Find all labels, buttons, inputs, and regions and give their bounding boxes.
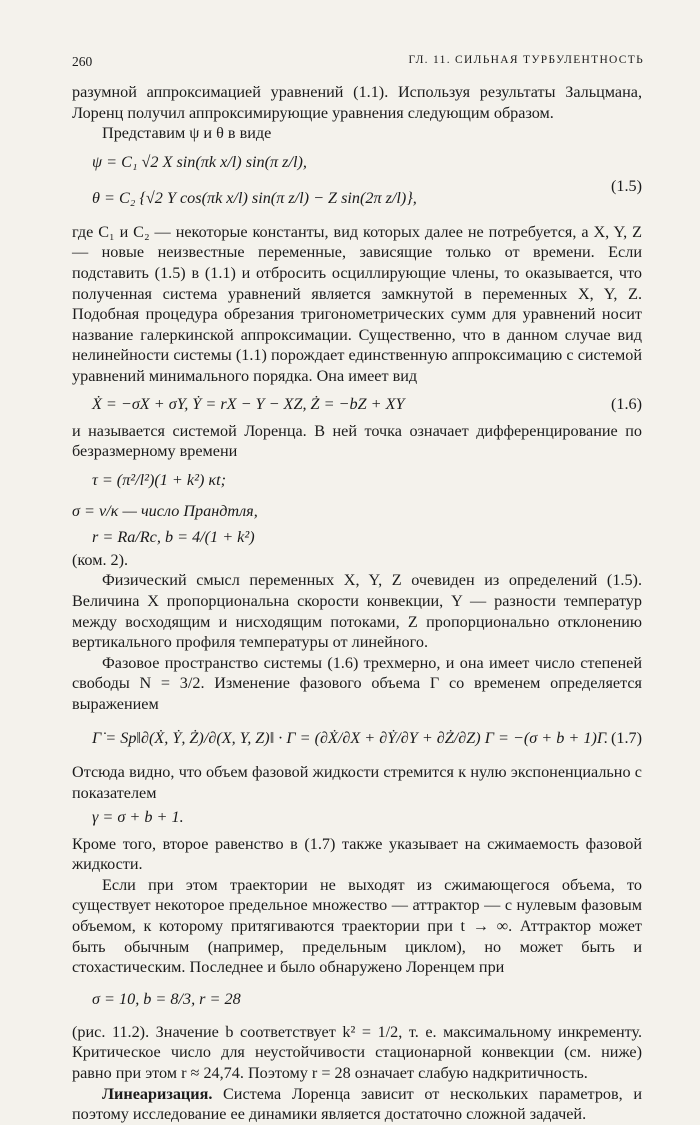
paragraph-8: Отсюда видно, что объем фазовой жидкости стремится к нулю экспоненциально с показателем xyxy=(72,763,642,803)
equation-parameters: σ = 10, b = 8/3, r = 28 xyxy=(92,989,241,1008)
paragraph-5: (ком. 2). xyxy=(72,550,129,569)
equation-sigma: σ = ν/κ — число Прандтля, xyxy=(72,501,258,520)
equation-1-7 xyxy=(72,720,642,756)
paragraph-11: (рис. 11.2). Значение b соответствует k² = 1/2, т. е. максимальному инкременту. Критическое число для неустойчивости стационарной конвекции (см. ниже) равно при этом r ≈ 24,74. Поэтому r = 28 означает слабую надкритичность. xyxy=(72,1022,642,1082)
page-number: 260 xyxy=(72,54,93,69)
paragraph-4: и называется системой Лоренца. В ней точка означает дифференцирование по безразмерному времени xyxy=(72,421,642,461)
equation-1-5-line-2: θ = C₂ {√2 Y cos(πk x/l) sin(π z/l) − Z sin(2π z/l)}, xyxy=(92,188,417,207)
paragraph-12 xyxy=(72,1084,642,1125)
equation-gamma: γ = σ + b + 1. xyxy=(92,807,184,826)
equation-1-5-line-1: ψ = C₁ √2 X sin(πk x/l) sin(π z/l), xyxy=(92,152,307,171)
equation-r-b: r = Ra/Rc, b = 4/(1 + k²) xyxy=(92,527,255,546)
paragraph-3: где C₁ и C₂ — некоторые константы, вид которых далее не потребуется, а X, Y, Z — новые неизвестные переменные, зависящие только от времени. Если подставить (1.5) в (1.1) и отбросить осциллирующие члены, то оказывается, что полученная система уравнений является замкнутой в переменных X, Y, Z. Подобная процедура обрезания тригонометрических сумм для уравнений носит название галеркинской аппроксимации. Существенно, что в данном случае вид нелинейности системы (1.1) порождает единственную аппроксимацию с системой уравнений минимального порядка. Она имеет вид xyxy=(72,222,642,385)
section-heading-linearization: Линеаризация. xyxy=(102,1084,213,1103)
equation-1-6-label: (1.6) xyxy=(610,394,642,413)
equation-1-5-label: (1.5) xyxy=(610,176,642,195)
paragraph-6: Физический смысл переменных X, Y, Z очевиден из определений (1.5). Величина X пропорциональна скорости конвекции, Y — разности температур между восходящим и нисходящим потоками, Z пропорционально отклонению вертикального профиля температуры от линейного. xyxy=(72,571,642,652)
page-body xyxy=(72,82,642,1125)
equation-1-6-body: Ẋ = −σX + σY, Ẏ = rX − Y − XZ, Ż = −bZ + XY xyxy=(92,394,405,413)
equation-1-6 xyxy=(72,391,642,417)
paragraph-12-text: Система Лоренца зависит от нескольких параметров, и поэтому исследование ее динамики является достаточно сложной задачей. xyxy=(72,1084,642,1124)
paragraph-7: Фазовое пространство системы (1.6) трехмерно, и она имеет число степеней свободы N = 3/2. Изменение фазового объема Γ со временем определяется выражением xyxy=(72,653,642,713)
equation-1-5-block xyxy=(72,144,642,222)
equation-1-7-label: (1.7) xyxy=(610,729,642,748)
paragraph-2: Представим ψ и θ в виде xyxy=(102,124,272,143)
paragraph-1: разумной аппроксимацией уравнений (1.1). Используя результаты Зальцмана, Лоренц получил аппроксимирующие уравнения следующим образом. xyxy=(72,83,642,122)
running-title: ГЛ. 11. СИЛЬНАЯ ТУРБУЛЕНТНОСТЬ xyxy=(408,54,644,66)
equation-1-7-body: Γ̇ = Sp‖∂(Ẋ, Ẏ, Ż)/∂(X, Y, Z)‖ · Γ = (∂Ẋ/∂X + ∂Ẏ/∂Y + ∂Ż/∂Z) Γ = −(σ + b + 1)Γ. xyxy=(92,729,609,748)
paragraph-9: Кроме того, второе равенство в (1.7) также указывает на сжимаемость фазовой жидкости. xyxy=(72,834,642,874)
equation-tau: τ = (π²/l²)(1 + k²) κt; xyxy=(92,470,227,489)
paragraph-10: Если при этом траектории не выходят из сжимающегося объема, то существует некоторое предельное множество — аттрактор — с нулевым фазовым объемом, к которому притягиваются траектории при t → ∞. Аттрактор может быть обычным (например, предельным циклом), но может быть и стохастическим. Последнее и было обнаружено Лоренцем при xyxy=(72,875,642,977)
